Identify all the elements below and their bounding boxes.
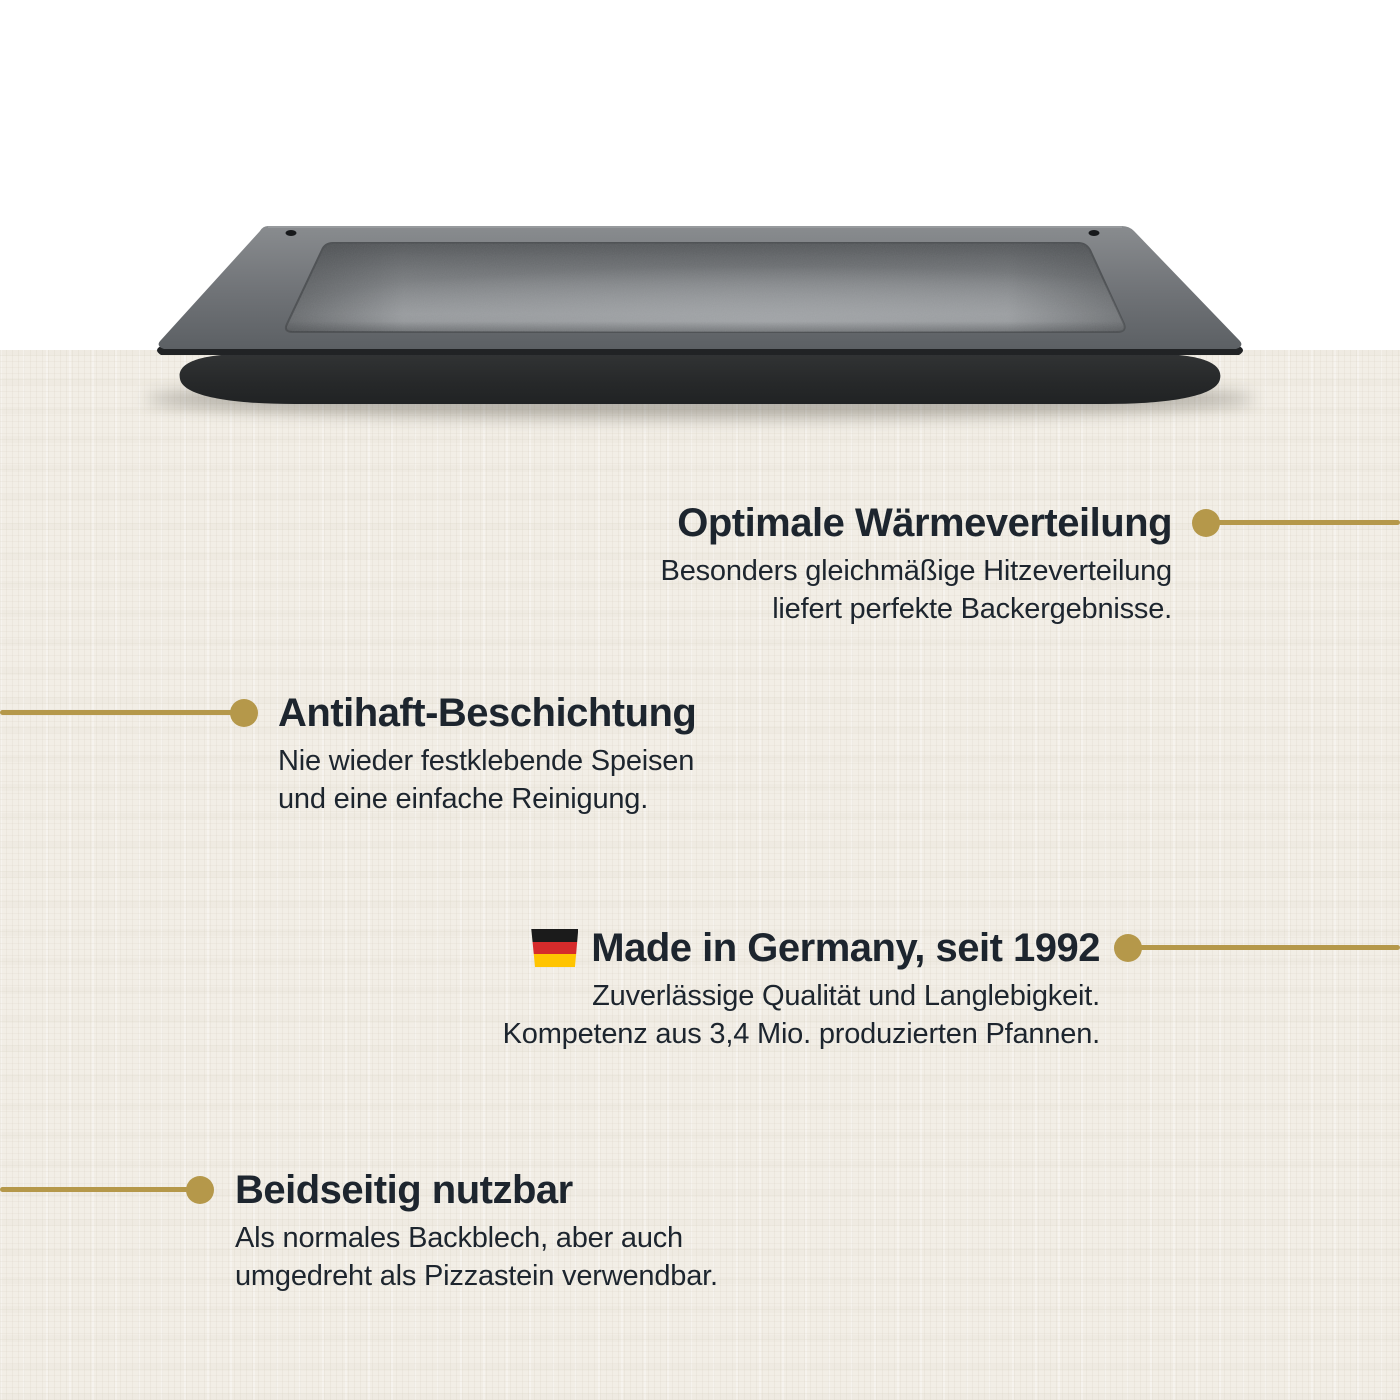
callout-title: Optimale Wärmeverteilung: [677, 501, 1172, 545]
connector-dot-antihaft: [230, 699, 258, 727]
callout-title: Antihaft-Beschichtung: [278, 691, 697, 735]
connector-dot-made-in-germany: [1114, 934, 1142, 962]
connector-dot-waermeverteilung: [1192, 509, 1220, 537]
callout-made-in-germany: [503, 925, 1100, 1053]
callout-body-line: Zuverlässige Qualität und Langlebigkeit.: [592, 980, 1100, 1012]
connector-dot-beidseitig: [186, 1176, 214, 1204]
baking-tray-photo: [0, 0, 1400, 460]
callout-antihaft: [278, 690, 696, 818]
callout-beidseitig: [235, 1167, 718, 1295]
german-flag-icon: [531, 929, 578, 967]
callout-body-line: liefert perfekte Backergebnisse.: [772, 593, 1172, 625]
callout-body-line: Kompetenz aus 3,4 Mio. produzierten Pfannen.: [502, 1018, 1100, 1050]
callout-body-line: und eine einfache Reinigung.: [278, 783, 649, 815]
callout-title: Made in Germany, seit 1992: [591, 926, 1100, 970]
connector-line-waermeverteilung: [1206, 520, 1400, 525]
flag-stripe-red: [531, 942, 578, 955]
callout-body-line: umgedreht als Pizzastein verwendbar.: [235, 1260, 718, 1292]
connector-line-made-in-germany: [1128, 945, 1400, 950]
flag-stripe-gold: [531, 954, 578, 967]
tray-underside: [180, 354, 1221, 404]
connector-line-beidseitig: [0, 1187, 200, 1192]
tray-speckle-texture: [280, 240, 1130, 335]
flag-stripe-black: [531, 929, 578, 942]
callout-waermeverteilung: [661, 500, 1172, 628]
callout-body-line: Als normales Backblech, aber auch: [235, 1222, 683, 1254]
connector-line-antihaft: [0, 710, 244, 715]
rim-hole-left: [286, 230, 297, 236]
callout-body-line: Nie wieder festklebende Speisen: [278, 745, 695, 777]
rim-hole-right: [1089, 230, 1100, 236]
callout-body-line: Besonders gleichmäßige Hitzeverteilung: [660, 555, 1172, 587]
callout-title: Beidseitig nutzbar: [235, 1168, 573, 1212]
